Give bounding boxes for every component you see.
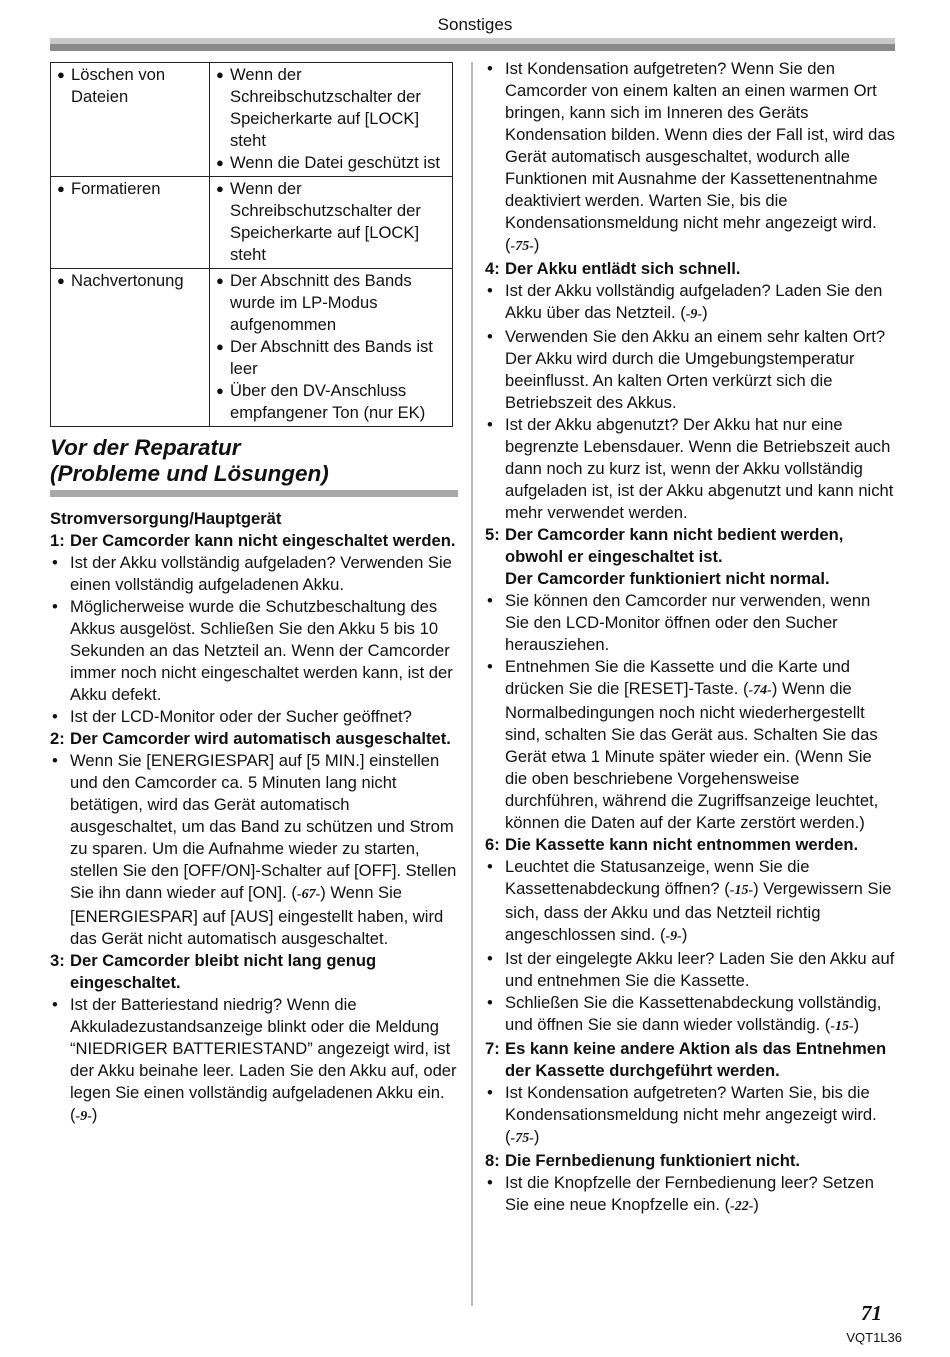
list-item: • Ist Kondensation aufgetreten? Warten Sie, bis die Kondensationsmeldung nicht mehr angezeigt wird. (-75-): [485, 1082, 895, 1150]
bullet-icon: ●: [57, 67, 65, 82]
question-heading: 7: Es kann keine andere Aktion als das Entnehmen der Kassette durchgeführt werden.: [485, 1039, 887, 1080]
bullet-icon: ●: [57, 273, 65, 288]
list-item: • Verwenden Sie den Akku an einem sehr kalten Ort? Der Akku wird durch die Umgebungstemperatur beeinflusst. An kalten Orten verkürzt sich die Betriebszeit des Akkus.: [487, 327, 886, 412]
bullet-icon: ●: [216, 383, 224, 398]
bullet-icon: •: [487, 281, 493, 300]
question-heading: 3: Der Camcorder bleibt nicht lang genug eingeschaltet.: [50, 951, 377, 992]
question-heading: 1: Der Camcorder kann nicht eingeschaltet werden.: [50, 531, 456, 550]
question-heading: 5: Der Camcorder kann nicht bedient werden, obwohl er eingeschaltet ist. Der Camcorder funktioniert nicht normal.: [485, 525, 844, 588]
list-item: • Leuchtet die Statusanzeige, wenn Sie die Kassettenabdeckung öffnen? (-15-) Vergewissern Sie sich, dass der Akku und das Netzteil richtig angeschlossen sind. (-9-): [485, 856, 895, 948]
bullet-icon: •: [487, 657, 493, 676]
bullet-icon: ●: [216, 181, 224, 196]
page-reference-link[interactable]: -9-: [685, 307, 703, 322]
bullet-icon: ●: [216, 273, 224, 288]
page-reference-link[interactable]: -15-: [830, 1019, 854, 1034]
list-item: • Ist der LCD-Monitor oder der Sucher geöffnet?: [52, 707, 412, 726]
page-reference-link[interactable]: -9-: [75, 1109, 92, 1124]
document-code: VQT1L36: [846, 1330, 902, 1345]
bullet-icon: •: [487, 1173, 493, 1192]
list-item: • Ist die Knopfzelle der Fernbedienung leer? Setzen Sie eine neue Knopfzelle ein. (-22-): [485, 1172, 895, 1218]
bullet-icon: •: [487, 59, 493, 78]
bullet-icon: ●: [216, 155, 224, 170]
bullet-icon: •: [487, 591, 493, 610]
list-item: • Schließen Sie die Kassettenabdeckung vollständig, und öffnen Sie sie dann wieder vollständig. (-15-): [485, 992, 895, 1038]
restriction-table: [50, 62, 453, 427]
page-reference-link[interactable]: -74-: [748, 683, 772, 698]
list-item: • Ist Kondensation aufgetreten? Wenn Sie den Camcorder von einem kalten an einen warmen Ort bringen, kann sich im Inneren des Geräts Kondensation bilden. Wenn dies der Fall ist, wird das Gerät automatisch ausgeschaltet, wodurch alle Funktionen mit Ausnahme der Kassettenentnahme deaktiviert werden. Warten Sie, bis die Kondensationsmeldung nicht mehr angezeigt wird. (-75-): [485, 58, 895, 258]
bullet-icon: •: [487, 327, 493, 346]
list-item: • Wenn Sie [ENERGIESPAR] auf [5 MIN.] einstellen und den Camcorder ca. 5 Minuten lang nicht betätigen, wird das Gerät automatisch ausgeschaltet, um das Band zu schützen und Strom zu sparen. Um die Aufnahme wieder zu starten, stellen Sie den [OFF/ON]-Schalter auf [OFF]. Stellen Sie ihn dann wieder auf [ON]. (-67-) Wenn Sie [ENERGIESPAR] auf [AUS] eingestellt haben, wird das Gerät nicht automatisch ausgeschaltet.: [52, 751, 457, 948]
bullet-icon: •: [487, 1083, 493, 1102]
section-title: Vor der Reparatur (Probleme und Lösungen): [50, 435, 329, 486]
list-item: • Möglicherweise wurde die Schutzbeschaltung des Akkus ausgelöst. Schließen Sie den Akku 5 bis 10 Sekunden an das Netzteil an. Wenn der Camcorder immer noch nicht eingeschaltet werden kann, ist der Akku defekt.: [52, 597, 453, 704]
list-item: • Ist der eingelegte Akku leer? Laden Sie den Akku auf und entnehmen Sie die Kassette.: [487, 949, 895, 990]
list-item: • Ist der Akku vollständig aufgeladen? Verwenden Sie einen vollständig aufgeladenen Akku.: [52, 553, 452, 594]
bullet-icon: •: [52, 707, 58, 726]
bullet-icon: •: [52, 995, 58, 1014]
bullet-icon: •: [52, 751, 58, 770]
page-header-title: Sonstiges: [437, 15, 513, 34]
list-item: • Ist der Akku vollständig aufgeladen? Laden Sie den Akku über das Netzteil. (-9-): [485, 280, 895, 326]
list-item: • Ist der Akku abgenutzt? Der Akku hat nur eine begrenzte Lebensdauer. Wenn die Betriebszeit auch dann noch zu kurz ist, wenn der Akku vollständig aufgeladen ist, ist der Akku abgenutzt und kann nicht mehr verwendet werden.: [487, 415, 894, 522]
page-reference-link[interactable]: -75-: [510, 239, 534, 254]
header-bar: [50, 38, 895, 51]
bullet-icon: •: [487, 415, 493, 434]
question-heading: 2: Der Camcorder wird automatisch ausgeschaltet.: [50, 729, 451, 748]
bullet-icon: •: [52, 597, 58, 616]
page-reference-link[interactable]: -22-: [730, 1199, 754, 1214]
bullet-icon: •: [487, 993, 493, 1012]
page-reference-link[interactable]: -67-: [296, 887, 321, 902]
table-row: ● Löschen von Dateien ● Wenn der Schreibschutzschalter der Speicherkarte auf [LOCK] steht ● Wenn die Datei geschützt ist: [51, 63, 453, 177]
right-column: [485, 58, 895, 1218]
question-heading: 8: Die Fernbedienung funktioniert nicht.: [485, 1151, 801, 1170]
column-divider: [471, 62, 473, 1306]
table-row: ● Formatieren ● Wenn der Schreibschutzschalter der Speicherkarte auf [LOCK] steht: [51, 177, 453, 269]
list-item: • Entnehmen Sie die Kassette und die Karte und drücken Sie die [RESET]-Taste. (-74-) Wenn die Normalbedingungen noch nicht wiederhergestellt sind, schalten Sie das Gerät aus. Schalten Sie das Gerät etwa 1 Minute später wieder ein. (Wenn Sie die oben beschriebene Vorgehensweise durchführen, während die Zugriffsanzeige leuchtet, können die Daten auf der Karte zerstört werden.): [487, 657, 879, 832]
bullet-icon: ●: [57, 181, 65, 196]
bullet-icon: •: [487, 857, 493, 876]
page-reference-link[interactable]: -9-: [665, 929, 682, 944]
table-row: ● Nachvertonung ● Der Abschnitt des Bands wurde im LP-Modus aufgenommen ● Der Abschnitt des Bands ist leer ● Über den DV-Anschluss empfangener Ton (nur EK): [51, 269, 453, 427]
list-item: • Ist der Batteriestand niedrig? Wenn die Akkuladezustandsanzeige blinkt oder die Meldung “NIEDRIGER BATTERIESTAND” angezeigt wird, ist der Akku beinahe leer. Laden Sie den Akku auf, oder legen Sie einen vollständig aufgeladenen Akku ein. (-9-): [50, 994, 460, 1128]
left-column: [50, 62, 460, 1128]
bullet-icon: ●: [216, 67, 224, 82]
list-item: • Sie können den Camcorder nur verwenden, wenn Sie den LCD-Monitor öffnen oder den Sucher herausziehen.: [487, 591, 871, 654]
subheading: Stromversorgung/Hauptgerät: [50, 509, 282, 528]
bullet-icon: •: [487, 949, 493, 968]
question-heading: 6: Die Kassette kann nicht entnommen werden.: [485, 835, 859, 854]
question-heading: 4: Der Akku entlädt sich schnell.: [485, 259, 741, 278]
section-title-bar: [50, 490, 458, 497]
page-number: 71: [861, 1301, 882, 1325]
page-reference-link[interactable]: -75-: [510, 1131, 534, 1146]
bullet-icon: ●: [216, 339, 224, 354]
bullet-icon: •: [52, 553, 58, 572]
page-reference-link[interactable]: -15-: [729, 883, 754, 898]
